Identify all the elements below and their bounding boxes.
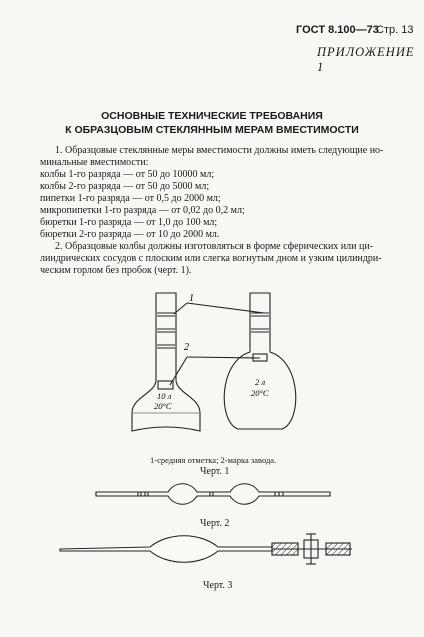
leader-line-2a [170, 357, 187, 385]
figure1-label-2: 2 [184, 342, 189, 353]
flask1-volume: 10 л [157, 391, 172, 401]
para2-line2: линдрических сосудов с плоским или слегка вогнутым дном и узким цилиндри- [40, 253, 382, 264]
gost-number: ГОСТ 8.100—73 [296, 24, 379, 36]
figure2-caption: Черт. 2 [200, 518, 230, 529]
flask2-temperature: 20°С [251, 388, 269, 398]
figure2-pipette [0, 482, 424, 510]
para2-line3: ческим горлом без пробок (черт. 1). [40, 265, 192, 276]
para1-item: пипетки 1-го разряда — от 0,5 до 2000 мл; [40, 193, 221, 204]
figure3-caption: Черт. 3 [203, 580, 233, 591]
burette-hatched-sleeve-right [326, 543, 350, 555]
flask1-neck-marks [157, 313, 175, 348]
figure1-caption: Черт. 1 [200, 466, 230, 477]
para1-intro-line1: 1. Образцовые стеклянные меры вместимости должны иметь следующие но- [55, 145, 384, 156]
para1-item: микропипетки 1-го разряда — от 0,02 до 0,2 мл; [40, 205, 245, 216]
appendix-label: ПРИЛОЖЕНИЕ 1 [317, 45, 415, 74]
figure1-flasks [0, 285, 424, 445]
figure1-legend: 1-средняя отметка; 2-марка завода. [150, 455, 277, 465]
leader-line-1b [187, 303, 264, 313]
para1-item: колбы 1-го разряда — от 50 до 10000 мл; [40, 169, 215, 180]
burette-hatched-sleeve-left [272, 543, 298, 555]
para1-item: бюретки 1-го разряда — от 1,0 до 100 мл; [40, 217, 218, 228]
flask1-temperature: 20°С [154, 401, 172, 411]
para1-item: бюретки 2-го разряда — от 10 до 2000 мл. [40, 229, 220, 240]
para1-item: колбы 2-го разряда — от 50 до 5000 мл; [40, 181, 210, 192]
page-number: Стр. 13 [376, 24, 414, 36]
para1-intro-line2: минальные вместимости: [40, 157, 149, 168]
flask1-factory-mark [158, 381, 173, 389]
para2-line1: 2. Образцовые колбы должны изготовляться в форме сферических или ци- [55, 241, 374, 252]
flask2-neck-marks [251, 313, 269, 332]
section-title-line2: К ОБРАЗЦОВЫМ СТЕКЛЯННЫМ МЕРАМ ВМЕСТИМОСТИ [65, 124, 359, 136]
leader-line-2b [187, 357, 260, 358]
figure3-burette [0, 530, 424, 575]
pipette-graduation-marks [138, 492, 283, 496]
flask2-volume: 2 л [255, 377, 266, 387]
figure1-label-1: 1 [189, 293, 194, 304]
section-title-line1: ОСНОВНЫЕ ТЕХНИЧЕСКИЕ ТРЕБОВАНИЯ [101, 110, 323, 122]
